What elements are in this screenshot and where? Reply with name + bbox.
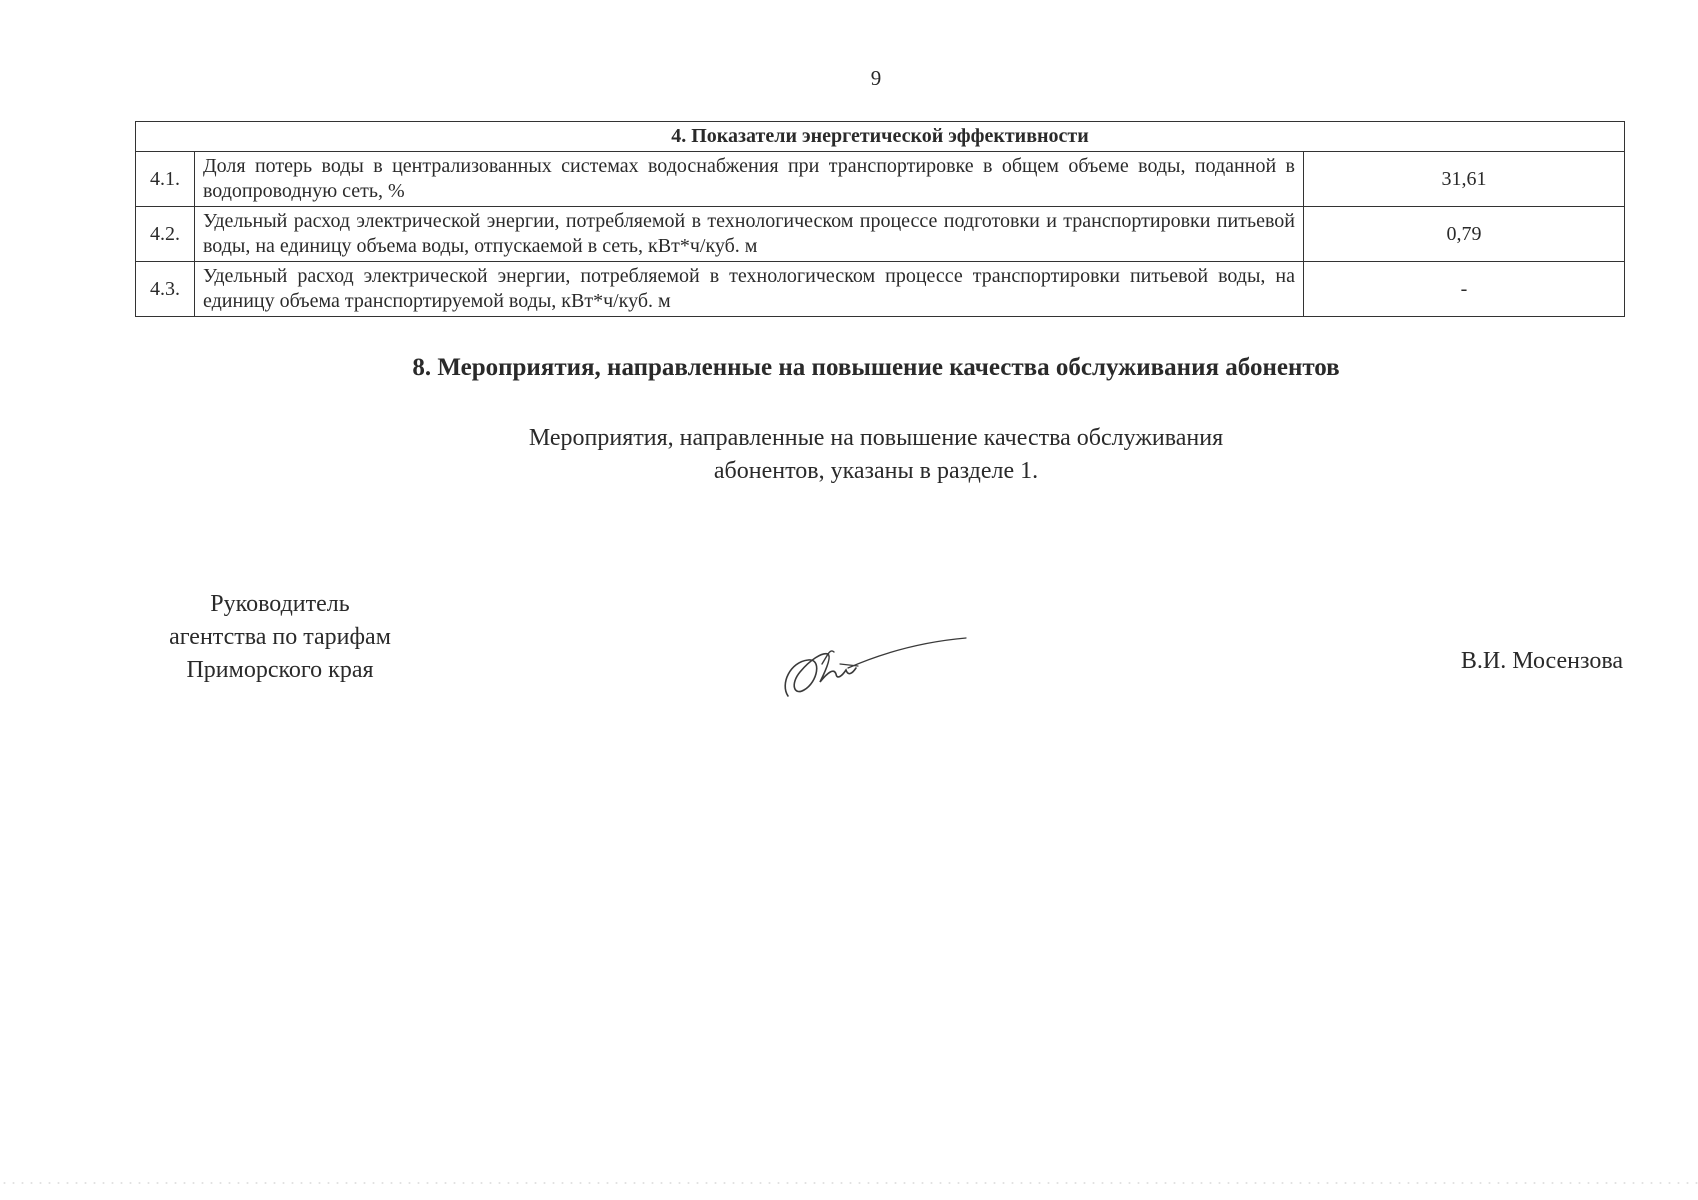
section-8-body-line: абонентов, указаны в разделе 1.	[713, 458, 1039, 484]
handwritten-signature	[770, 624, 970, 704]
signer-title-line: агентства по тарифам	[169, 624, 391, 650]
table-section-header: 4. Показатели энергетической эффективности	[136, 122, 1625, 152]
section-8-body	[0, 422, 1698, 488]
signer-title-line: Приморского края	[186, 657, 374, 683]
row-number: 4.2.	[136, 207, 195, 262]
row-value: 0,79	[1304, 207, 1625, 262]
row-value: -	[1304, 262, 1625, 317]
energy-efficiency-table	[135, 121, 1625, 317]
row-description: Удельный расход электрической энергии, потребляемой в технологическом процессе подготовки и транспортировки питьевой воды, на единицу объема воды, отпускаемой в сеть, кВт*ч/куб. м	[195, 207, 1304, 262]
table-row	[136, 207, 1625, 262]
signer-name: В.И. Мосензова	[1460, 648, 1623, 674]
scan-artifact-line	[0, 1181, 1698, 1185]
table-row	[136, 262, 1625, 317]
section-8-body-line: Мероприятия, направленные на повышение качества обслуживания	[528, 425, 1224, 451]
signer-title-line: Руководитель	[210, 591, 350, 617]
row-description: Удельный расход электрической энергии, потребляемой в технологическом процессе транспортировки питьевой воды, на единицу объема транспортируемой воды, кВт*ч/куб. м	[195, 262, 1304, 317]
row-value: 31,61	[1304, 152, 1625, 207]
table-section-header-row	[136, 122, 1625, 152]
table-row	[136, 152, 1625, 207]
row-description: Доля потерь воды в централизованных системах водоснабжения при транспортировке в общем объеме воды, поданной в водопроводную сеть, %	[195, 152, 1304, 207]
page-number: 9	[870, 66, 882, 90]
row-number: 4.3.	[136, 262, 195, 317]
signer-title	[130, 588, 430, 687]
row-number: 4.1.	[136, 152, 195, 207]
section-8-title: 8. Мероприятия, направленные на повышение качества обслуживания абонентов	[412, 354, 1340, 381]
